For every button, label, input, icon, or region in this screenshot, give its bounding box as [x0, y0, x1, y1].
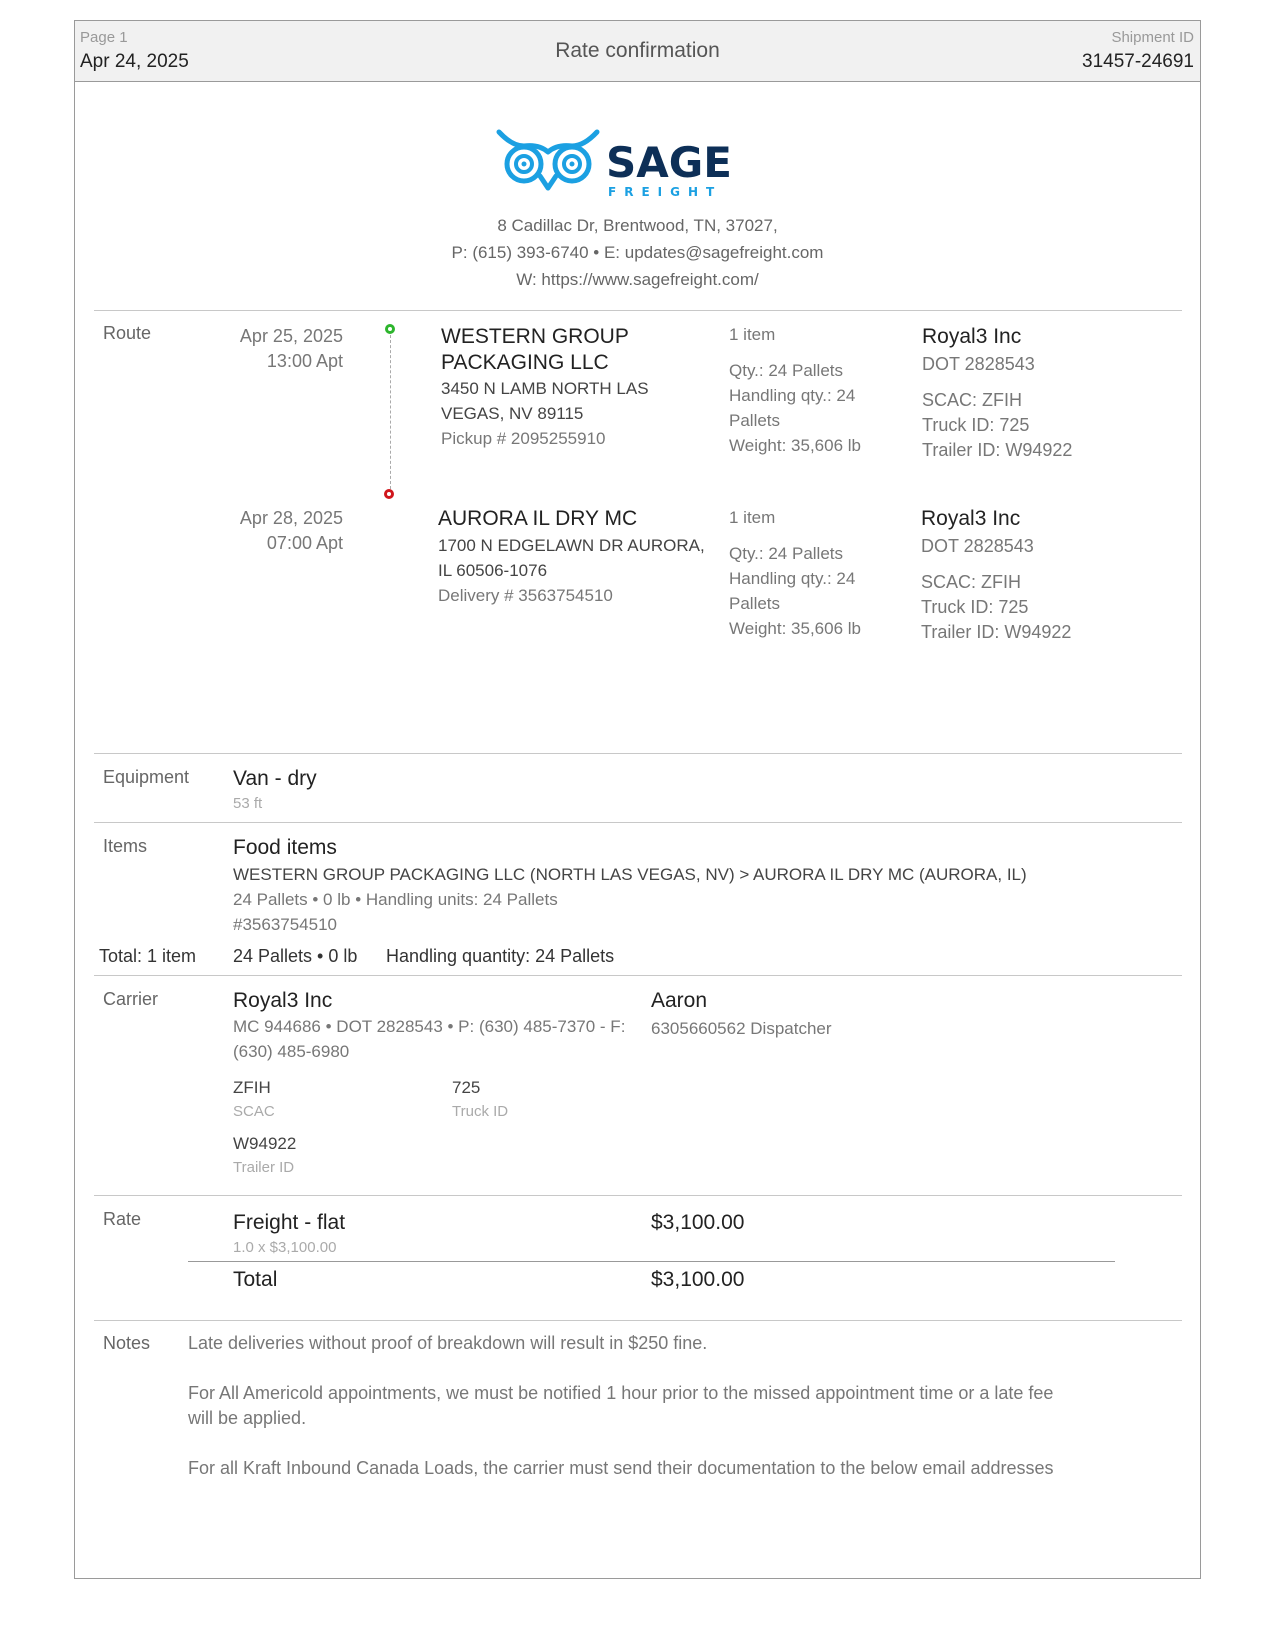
- company-logo: [494, 124, 734, 204]
- pickup-address-line1: 3450 N LAMB NORTH LAS: [441, 379, 649, 398]
- carrier-info-line2: (630) 485-6980: [233, 1042, 350, 1061]
- rate-line-amount: $3,100.00: [651, 1211, 745, 1234]
- items-total-label: Total: 1 item: [99, 946, 197, 966]
- divider: [94, 975, 1182, 976]
- delivery-name: AURORA IL DRY MC: [438, 507, 638, 530]
- carrier-scac-label: SCAC: [233, 1103, 275, 1120]
- notes-label: Notes: [103, 1333, 151, 1353]
- delivery-trailer: Trailer ID: W94922: [921, 622, 1072, 642]
- page-number: Page 1: [80, 29, 128, 46]
- carrier-truck-label: Truck ID: [452, 1103, 509, 1120]
- divider: [94, 822, 1182, 823]
- delivery-dot: DOT 2828543: [921, 536, 1034, 556]
- delivery-time: 07:00 Apt: [266, 533, 343, 553]
- delivery-handling-line2: Pallets: [729, 594, 781, 613]
- carrier-trailer-label: Trailer ID: [233, 1159, 295, 1176]
- pickup-truck: Truck ID: 725: [922, 415, 1030, 435]
- delivery-qty: Qty.: 24 Pallets: [729, 544, 844, 563]
- pickup-item-count: 1 item: [729, 325, 776, 344]
- logo-wordmark: SAGE: [606, 138, 732, 187]
- shipment-id: 31457-24691: [1082, 51, 1194, 72]
- carrier-scac-value: ZFIH: [233, 1078, 271, 1097]
- document-date: Apr 24, 2025: [80, 51, 189, 72]
- company-contact: P: (615) 393-6740 • E: updates@sagefreight.com: [451, 243, 824, 262]
- equipment-label: Equipment: [103, 767, 190, 787]
- carrier-contact-name: Aaron: [651, 989, 708, 1012]
- delivery-address-line1: 1700 N EDGELAWN DR AURORA,: [438, 536, 705, 555]
- pickup-weight: Weight: 35,606 lb: [729, 436, 861, 455]
- pickup-qty: Qty.: 24 Pallets: [729, 361, 844, 380]
- pickup-name-line2: PACKAGING LLC: [441, 351, 609, 374]
- pickup-trailer: Trailer ID: W94922: [922, 440, 1073, 460]
- pickup-dot: DOT 2828543: [922, 354, 1035, 374]
- owl-logo-icon: [494, 124, 734, 204]
- pickup-handling-line1: Handling qty.: 24: [729, 386, 856, 405]
- item-name: Food items: [233, 836, 337, 859]
- delivery-address-line2: IL 60506-1076: [438, 561, 548, 580]
- company-address: 8 Cadillac Dr, Brentwood, TN, 37027,: [497, 216, 778, 235]
- rate-line-name: Freight - flat: [233, 1211, 346, 1234]
- items-total-handling: Handling quantity: 24 Pallets: [386, 946, 615, 966]
- carrier-truck-value: 725: [452, 1078, 481, 1097]
- delivery-date: Apr 28, 2025: [239, 508, 343, 528]
- logo-subtext: FREIGHT: [608, 185, 723, 199]
- pickup-date: Apr 25, 2025: [239, 326, 343, 346]
- delivery-carrier: Royal3 Inc: [921, 507, 1021, 530]
- note-3: For all Kraft Inbound Canada Loads, the carrier must send their documentation to the below email addresses: [188, 1458, 1054, 1478]
- carrier-name: Royal3 Inc: [233, 989, 333, 1012]
- rate-total-amount: $3,100.00: [651, 1268, 745, 1291]
- equipment-length: 53 ft: [233, 795, 263, 812]
- rate-total-label: Total: [233, 1268, 278, 1291]
- delivery-truck: Truck ID: 725: [921, 597, 1029, 617]
- item-reference: #3563754510: [233, 915, 338, 934]
- items-label: Items: [103, 836, 148, 856]
- pickup-time: 13:00 Apt: [266, 351, 343, 371]
- carrier-contact-info: 6305660562 Dispatcher: [651, 1019, 832, 1038]
- divider: [94, 310, 1182, 311]
- equipment-type: Van - dry: [233, 767, 317, 790]
- item-details: 24 Pallets • 0 lb • Handling units: 24 Pallets: [233, 890, 558, 909]
- delivery-marker-icon: [384, 489, 394, 499]
- divider: [94, 753, 1182, 754]
- divider: [94, 1320, 1182, 1321]
- carrier-trailer-value: W94922: [233, 1134, 297, 1153]
- pickup-scac: SCAC: ZFIH: [922, 390, 1023, 410]
- divider: [94, 1195, 1182, 1196]
- document-page: [74, 20, 1201, 1579]
- pickup-carrier: Royal3 Inc: [922, 325, 1022, 348]
- delivery-number: Delivery # 3563754510: [438, 586, 613, 605]
- pickup-handling-line2: Pallets: [729, 411, 781, 430]
- route-label: Route: [103, 323, 152, 343]
- document-title: Rate confirmation: [555, 39, 720, 62]
- delivery-weight: Weight: 35,606 lb: [729, 619, 861, 638]
- rate-line-calc: 1.0 x $3,100.00: [233, 1239, 337, 1256]
- delivery-scac: SCAC: ZFIH: [921, 572, 1022, 592]
- delivery-handling-line1: Handling qty.: 24: [729, 569, 856, 588]
- pickup-name-line1: WESTERN GROUP: [441, 325, 629, 348]
- rate-divider: [188, 1261, 1115, 1262]
- carrier-label: Carrier: [103, 989, 159, 1009]
- note-2-line2: will be applied.: [188, 1408, 307, 1428]
- items-total-qty: 24 Pallets • 0 lb: [233, 946, 358, 966]
- pickup-number: Pickup # 2095255910: [441, 429, 606, 448]
- shipment-id-label: Shipment ID: [1111, 29, 1194, 46]
- page-header: [75, 21, 1200, 82]
- note-2-line1: For All Americold appointments, we must be notified 1 hour prior to the missed appointment time or a late fee: [188, 1383, 1054, 1403]
- note-1: Late deliveries without proof of breakdown will result in $250 fine.: [188, 1333, 708, 1353]
- carrier-info-line1: MC 944686 • DOT 2828543 • P: (630) 485-7370 - F:: [233, 1017, 626, 1036]
- item-route: WESTERN GROUP PACKAGING LLC (NORTH LAS VEGAS, NV) > AURORA IL DRY MC (AURORA, IL): [233, 865, 1027, 884]
- delivery-item-count: 1 item: [729, 508, 776, 527]
- rate-label: Rate: [103, 1209, 142, 1229]
- route-line: [390, 335, 391, 489]
- pickup-address-line2: VEGAS, NV 89115: [441, 404, 584, 423]
- pickup-marker-icon: [385, 324, 395, 334]
- company-website: W: https://www.sagefreight.com/: [516, 270, 759, 289]
